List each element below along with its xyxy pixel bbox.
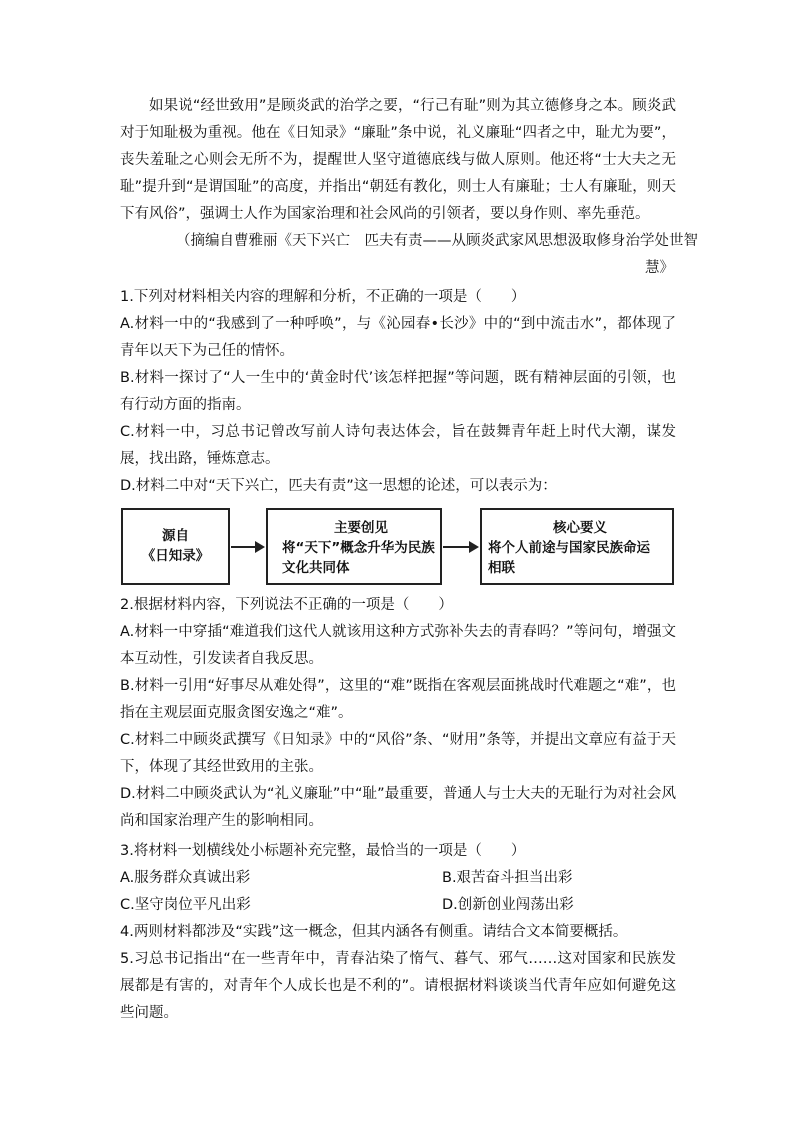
flow-box-core-title: 核心要义 bbox=[553, 520, 607, 536]
source-citation-line2: 慧》 bbox=[645, 260, 674, 276]
flow-box-core-line2: 相联 bbox=[488, 560, 515, 576]
q3-option-d: D.创新创业闯荡出彩 bbox=[442, 897, 574, 913]
flow-box-source-line2: 《日知录》 bbox=[141, 548, 210, 564]
q4-stem: 4.两则材料都涉及“实践”这一概念，但其内涵各有侧重。请结合文本简要概括。 bbox=[120, 924, 628, 940]
q1-option-a: A.材料一中的“我感到了一种呼唤”，与《沁园春•长沙》中的“到中流击水”，都体现了青年以天下为己任的情怀。 bbox=[120, 316, 676, 359]
q3-stem: 3.将材料一划横线处小标题补充完整，最恰当的一项是（ ） bbox=[120, 843, 526, 859]
q2-option-b: B.材料一引用“好事尽从难处得”，这里的“难”既指在客观层面挑战时代难题之“难”，也指在主观层面克服贪图安逸之“难”。 bbox=[120, 678, 676, 721]
intro-paragraph: 如果说“经世致用”是顾炎武的治学之要，“行己有耻”则为其立德修身之本。顾炎武对于知耻极为重视。他在《日知录》“廉耻”条中说，礼义廉耻“四者之中，耻尤为要”，丧失羞耻之心则会无所不为，提醒世人坚守道德底线与做人原则。他还将“士大夫之无耻”提升到“是谓国耻”的高度，并指出“朝廷有教化，则士人有廉耻；士人有廉耻，则天下有风俗”，强调士人作为国家治理和社会风尚的引领者，要以身作则、率先垂范。 bbox=[120, 98, 676, 222]
flow-box-innovation-line1: 将“天下”概念升华为民族 bbox=[282, 540, 435, 556]
q2-option-d: D.材料二中顾炎武认为“礼义廉耻”中“耻”最重要，普通人与士大夫的无耻行为对社会风尚和国家治理产生的影响相同。 bbox=[120, 786, 676, 829]
flow-box-core bbox=[480, 508, 674, 585]
flow-box-core-line1: 将个人前途与国家民族命运 bbox=[488, 540, 650, 556]
flow-box-source bbox=[121, 508, 230, 585]
q5-stem: 5.习总书记指出“在一些青年中，青春沾染了惰气、暮气、邪气……这对国家和民族发展都是有害的，对青年个人成长也是不利的”。请根据材料谈谈当代青年应如何避免这些问题。 bbox=[120, 951, 676, 1021]
q3-option-a: A.服务群众真诚出彩 bbox=[120, 870, 251, 886]
q1-stem: 1.下列对材料相关内容的理解和分析，不正确的一项是（ ） bbox=[120, 289, 526, 305]
q2-stem: 2.根据材料内容，下列说法不正确的一项是（ ） bbox=[120, 597, 453, 613]
q3-option-c: C.坚守岗位平凡出彩 bbox=[120, 897, 251, 913]
q2-option-a: A.材料一中穿插“难道我们这代人就该用这种方式弥补失去的青春吗？”等问句，增强文本互动性，引发读者自我反思。 bbox=[120, 624, 676, 667]
flow-arrow-2 bbox=[443, 546, 477, 548]
source-citation-line1: （摘编自曹雅丽《天下兴亡 匹夫有责——从顾炎武家风思想汲取修身治学处世智 bbox=[176, 233, 698, 249]
flow-box-innovation-title: 主要创见 bbox=[334, 520, 388, 536]
q1-option-c: C.材料一中，习总书记曾改写前人诗句表达体会，旨在鼓舞青年赶上时代大潮，谋发展，找出路，锤炼意志。 bbox=[120, 424, 676, 467]
flow-box-source-line1: 源自 bbox=[162, 528, 189, 544]
flow-box-innovation bbox=[266, 508, 442, 585]
q1-option-b: B.材料一探讨了“人一生中的‘黄金时代’该怎样把握”等问题，既有精神层面的引领，也有行动方面的指南。 bbox=[120, 370, 676, 413]
q3-option-b: B.艰苦奋斗担当出彩 bbox=[442, 870, 573, 886]
flow-box-innovation-line2: 文化共同体 bbox=[282, 560, 350, 576]
q2-option-c: C.材料二中顾炎武撰写《日知录》中的“风俗”条、“财用”条等，并提出文章应有益于天下，体现了其经世致用的主张。 bbox=[120, 732, 676, 775]
q1-option-d: D.材料二中对“天下兴亡，匹夫有责”这一思想的论述，可以表示为： bbox=[120, 478, 557, 494]
flow-arrow-1 bbox=[231, 546, 263, 548]
